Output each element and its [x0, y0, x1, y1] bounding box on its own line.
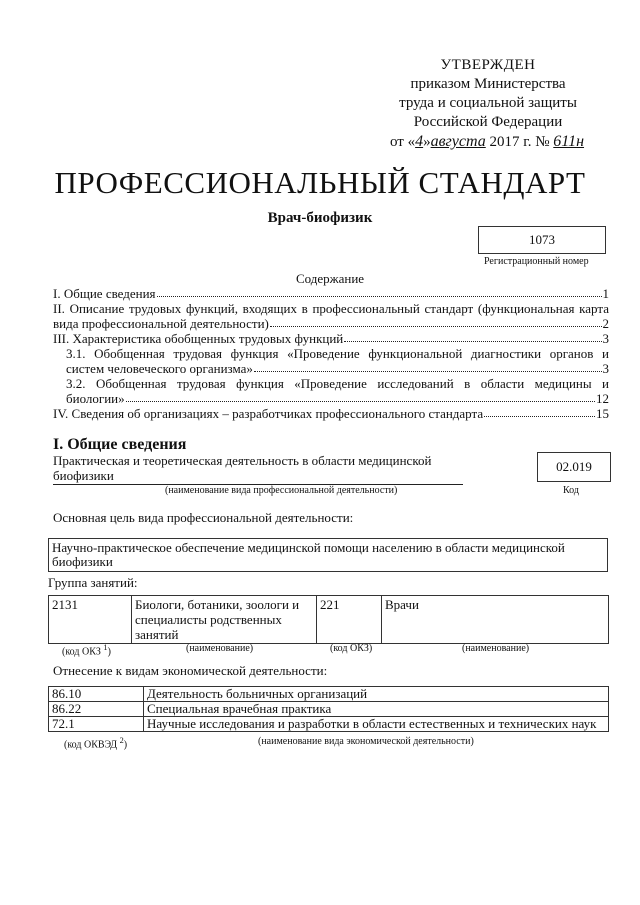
order-number: 611н — [553, 133, 585, 150]
occupation-code: 2131 — [49, 596, 132, 644]
toc-item[interactable] — [53, 406, 609, 421]
toc-item-text: 3.1. Обобщенная трудовая функция «Проведение функциональной диагностики органов и — [66, 346, 609, 361]
activity-kind-label: (наименование вида профессиональной деятельности) — [165, 485, 398, 496]
toc-item[interactable] — [53, 286, 609, 301]
approval-line-3: Российской Федерации — [413, 114, 563, 130]
toc-item-page: 1 — [602, 286, 609, 301]
economic-table — [48, 686, 609, 732]
order-prefix: от « — [390, 134, 416, 150]
eco-name-label: (наименование вида экономической деятельности) — [258, 736, 474, 747]
economic-name: Специальная врачебная практика — [144, 702, 609, 717]
order-mid: » — [423, 134, 431, 150]
toc-item-page: 3 — [602, 361, 609, 376]
order-month: августа — [430, 133, 486, 150]
occ-name-label: (наименование) — [186, 643, 254, 654]
economic-name: Научные исследования и разработки в области естественных и технических наук — [144, 717, 609, 732]
occ-code-label: (код ОКЗ $^1$) — [62, 643, 111, 658]
table-row — [49, 596, 609, 644]
activity-code: 02.019 — [537, 452, 611, 482]
toc-item-page: 2 — [602, 316, 609, 331]
activity-code-label: Код — [563, 485, 579, 496]
eco-code-label: (код ОКВЭД $^2$) — [64, 736, 128, 751]
table-row — [49, 717, 609, 732]
approval-line-2: труда и социальной защиты — [399, 95, 577, 111]
economic-code: 86.22 — [49, 702, 144, 717]
table-of-contents — [53, 286, 609, 421]
order-day: 4 — [415, 133, 424, 150]
occ-code-label-2: (код ОКЗ) — [330, 643, 373, 654]
toc-item[interactable] — [53, 331, 609, 346]
approval-line-1: приказом Министерства — [410, 76, 566, 92]
toc-item[interactable] — [53, 376, 609, 406]
occupation-table — [48, 595, 609, 644]
table-row — [49, 687, 609, 702]
toc-item-text: I. Общие сведения — [53, 286, 156, 301]
toc-item-text: биологии» — [66, 391, 125, 406]
economic-name: Деятельность больничных организаций — [144, 687, 609, 702]
occupation-name: Врачи — [382, 596, 609, 644]
group-label: Группа занятий: — [48, 575, 138, 590]
toc-item[interactable] — [53, 346, 609, 376]
goal-label: Основная цель вида профессиональной деятельности: — [53, 510, 354, 525]
toc-item-text: 3.2. Обобщенная трудовая функция «Проведение исследований в области медицины и — [66, 376, 609, 391]
registration-number: 1073 — [478, 226, 606, 254]
toc-item-text: III. Характеристика обобщенных трудовых функций — [53, 331, 344, 346]
table-row — [49, 702, 609, 717]
toc-item-page: 15 — [596, 406, 609, 421]
goal-text: Научно-практическое обеспечение медицинской помощи населению в области медицинской биофизики — [48, 538, 608, 572]
occupation-name: Биологи, ботаники, зоологи и специалисты родственных занятий — [132, 596, 317, 644]
approved-heading: УТВЕРЖДЕН — [440, 57, 536, 73]
toc-item-text: систем человеческого организма» — [66, 361, 253, 376]
toc-item-page: 12 — [596, 391, 609, 406]
page-subtitle: Врач-биофизик — [267, 210, 373, 226]
toc-title: Содержание — [295, 271, 365, 286]
order-line — [388, 132, 588, 152]
toc-item-page: 3 — [602, 331, 609, 346]
toc-item[interactable] — [53, 301, 609, 331]
toc-item-text: IV. Сведения об организациях – разработчиках профессионального стандарта — [53, 406, 484, 421]
activity-kind: Практическая и теоретическая деятельность в области медицинской биофизики — [53, 453, 463, 485]
occ-name-label-2: (наименование) — [462, 643, 530, 654]
economic-code: 72.1 — [49, 717, 144, 732]
order-year: 2017 г. № — [489, 134, 550, 150]
economic-code: 86.10 — [49, 687, 144, 702]
section-heading: I. Общие сведения — [53, 436, 187, 453]
toc-item-text: II. Описание трудовых функций, входящих в профессиональный стандарт (функциональная карта — [53, 301, 609, 316]
economic-label: Отнесение к видам экономической деятельности: — [53, 663, 328, 678]
page-title: ПРОФЕССИОНАЛЬНЫЙ СТАНДАРТ — [54, 165, 586, 200]
occupation-code: 221 — [317, 596, 382, 644]
approval-block — [388, 56, 588, 152]
toc-item-text: вида профессиональной деятельности) — [53, 316, 269, 331]
registration-label: Регистрационный номер — [484, 256, 589, 267]
